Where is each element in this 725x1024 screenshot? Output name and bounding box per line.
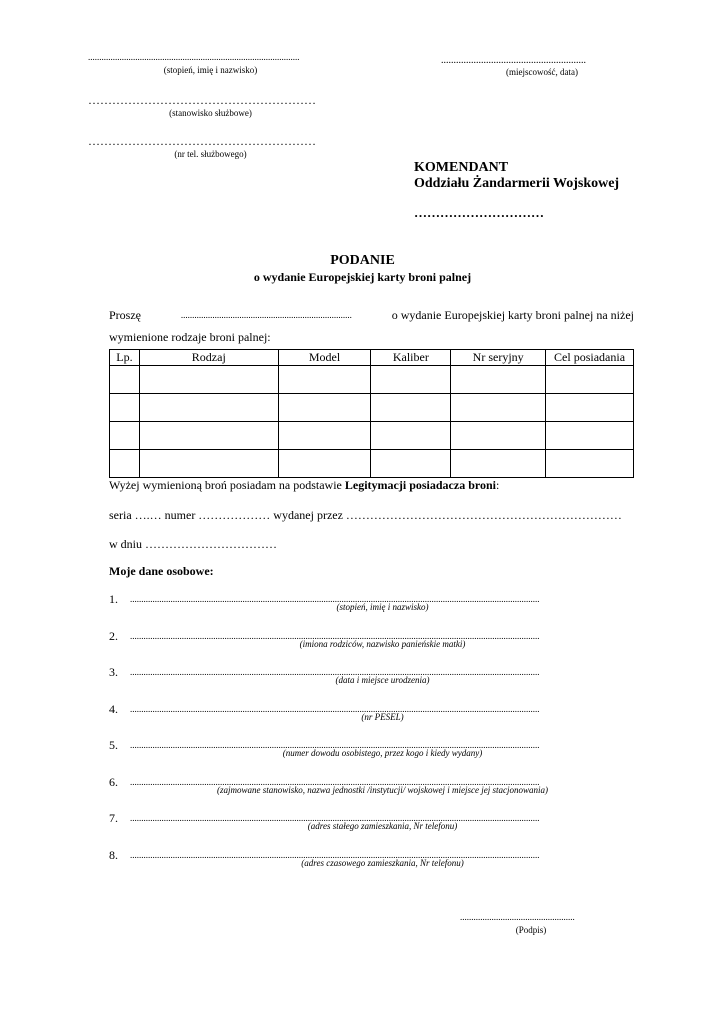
position-field-dots[interactable]: ………………………………………………… [88,93,316,107]
table-cell[interactable] [546,450,634,478]
table-cell[interactable] [451,450,546,478]
table-cell[interactable] [110,422,140,450]
addressee-dots[interactable]: ………………………… [414,205,544,220]
table-cell[interactable] [110,394,140,422]
personal-item-number: 1. [109,592,118,606]
table-cell[interactable] [371,422,451,450]
signature-caption: (Podpis) [515,925,547,935]
personal-item-number: 3. [109,665,118,679]
personal-item-field[interactable]: ...................................................................................................................................................................................... [130,704,540,714]
personal-item-field[interactable]: ...................................................................................................................................................................................... [130,594,540,604]
personal-item-caption: (imiona rodziców, nazwisko panieńskie matki) [299,639,466,649]
addressee-unit: Oddziału Żandarmerii Wojskowej [414,176,620,191]
table-cell[interactable] [546,394,634,422]
personal-item-caption: (zajmowane stanowisko, nazwa jednostki /instytucji/ wojskowej i miejsce jej stacjonowania) [217,785,548,795]
rank-caption: (stopień, imię i nazwisko) [163,65,258,75]
request-line-2: wymienione rodzaje broni palnej: [109,330,271,344]
table-cell[interactable] [546,422,634,450]
personal-item-number: 6. [109,775,118,789]
request-weapon-dots[interactable]: ............................................................................ [180,310,352,320]
place-date-field-dots[interactable]: .......................................................... [441,55,586,66]
table-cell[interactable] [278,366,371,394]
table-cell[interactable] [278,394,371,422]
signature-field-dots[interactable]: ................................................... [460,912,575,922]
table-cell[interactable] [139,422,278,450]
table-cell[interactable] [110,450,140,478]
header-rodzaj: Rodzaj [139,350,278,366]
place-date-caption: (miejscowość, data) [506,67,578,77]
personal-item-field[interactable]: ...................................................................................................................................................................................... [130,850,540,860]
table-row [110,366,634,394]
table-cell[interactable] [139,450,278,478]
table-cell[interactable] [371,366,451,394]
license-series-line[interactable]: seria ….… numer ……………… wydanej przez …………………………………………………………… [109,508,622,522]
license-date-line[interactable]: w dniu …………………………… [109,537,277,551]
personal-item-caption: (adres stałego zamieszkania, Nr telefonu) [307,821,458,831]
license-line [109,478,499,493]
header-cel-posiadania: Cel posiadania [546,350,634,366]
header-kaliber: Kaliber [371,350,451,366]
license-document-name: Legitymacji posiadacza broni [344,478,496,492]
header-model: Model [278,350,371,366]
personal-item-caption: (adres czasowego zamieszkania, Nr telefonu) [301,858,464,868]
personal-item-field[interactable]: ...................................................................................................................................................................................... [130,631,540,641]
phone-caption: (nr tel. służbowego) [174,149,247,159]
personal-item-number: 4. [109,702,118,716]
table-row [110,450,634,478]
personal-item-number: 7. [109,811,118,825]
personal-item-field[interactable]: ...................................................................................................................................................................................... [130,813,540,823]
personal-item-field[interactable]: ...................................................................................................................................................................................... [130,740,540,750]
table-cell[interactable] [278,422,371,450]
addressee-title: KOMENDANT [414,160,509,175]
request-start: Proszę [109,308,141,322]
document-title: PODANIE [330,253,395,268]
personal-item-field[interactable]: ...................................................................................................................................................................................... [130,667,540,677]
personal-data-heading: Moje dane osobowe: [109,564,214,578]
table-cell[interactable] [139,394,278,422]
personal-item-number: 8. [109,848,118,862]
weapons-table [109,349,634,478]
request-line-1 [109,308,634,323]
table-cell[interactable] [451,394,546,422]
position-caption: (stanowisko służbowe) [169,108,252,118]
personal-item-number: 5. [109,738,118,752]
document-subtitle: o wydanie Europejskiej karty broni palnej [253,270,472,284]
table-cell[interactable] [546,366,634,394]
rank-field-dots[interactable]: .............................................................................................. [88,52,300,62]
header-lp: Lp. [110,350,140,366]
header-nr-seryjny: Nr seryjny [451,350,546,366]
personal-item-caption: (nr PESEL) [361,712,404,722]
table-cell[interactable] [139,366,278,394]
table-cell[interactable] [371,450,451,478]
table-cell[interactable] [451,366,546,394]
table-header-row [110,350,634,366]
personal-item-caption: (numer dowodu osobistego, przez kogo i kiedy wydany) [282,748,483,758]
table-cell[interactable] [110,366,140,394]
personal-item-field[interactable]: ...................................................................................................................................................................................... [130,777,540,787]
table-row [110,394,634,422]
license-text-start: Wyżej wymienioną broń posiadam na podstawie [109,478,342,492]
request-end: o wydanie Europejskiej karty broni palnej na niżej [391,308,634,322]
personal-item-number: 2. [109,629,118,643]
table-row [110,422,634,450]
personal-item-caption: (data i miejsce urodzenia) [335,675,430,685]
table-cell[interactable] [371,394,451,422]
table-cell[interactable] [451,422,546,450]
license-text-end: : [496,478,500,492]
personal-item-caption: (stopień, imię i nazwisko) [336,602,429,612]
table-cell[interactable] [278,450,371,478]
phone-field-dots[interactable]: ………………………………………………… [88,134,316,148]
